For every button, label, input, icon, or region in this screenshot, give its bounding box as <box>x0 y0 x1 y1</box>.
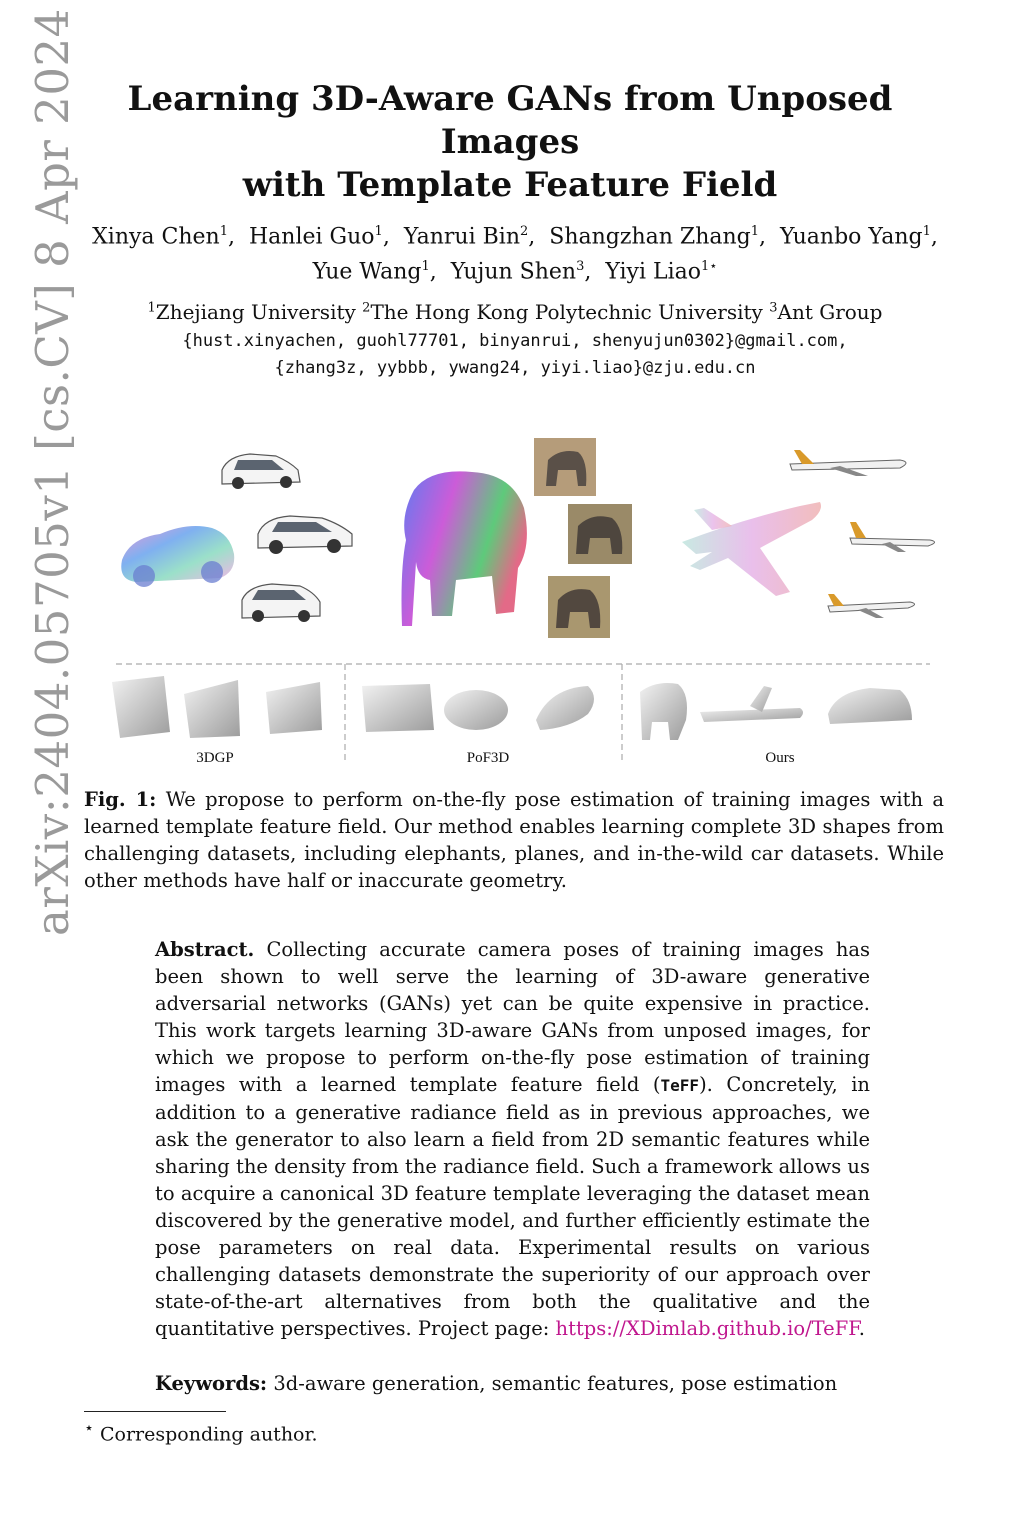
ours-geometry <box>640 683 912 740</box>
figure-label-3dgp: 3DGP <box>196 750 234 766</box>
figure-caption <box>84 786 944 894</box>
car-photo <box>258 516 352 554</box>
abstract-label: Abstract. <box>155 938 255 961</box>
author-affiliation-mark: 1 <box>922 224 931 239</box>
email-line-1: {hust.xinyachen, guohl77701, binyanrui, shenyujun0302}@gmail.com, <box>182 331 848 351</box>
affiliation-mark: 1 <box>147 300 156 316</box>
author-affiliation-mark: 1 <box>374 224 383 239</box>
footnote-rule <box>84 1411 226 1412</box>
author-affiliation-mark: 1 <box>421 259 430 275</box>
plane-photo <box>850 522 935 552</box>
project-page-link[interactable]: https://XDimlab.github.io/TeFF <box>555 1317 859 1340</box>
abstract-acronym: TeFF <box>660 1076 700 1095</box>
authors-line-2: Yue Wang$^1$, Yujun Shen$^3$, Yiyi Liao$^{1⋆}$ <box>312 259 718 285</box>
abstract-end: . <box>858 1317 865 1340</box>
author-list <box>80 217 950 288</box>
figure-caption-label: Fig. 1: <box>84 788 157 811</box>
abstract <box>155 936 870 1342</box>
arxiv-identifier: arXiv:2404.05705v1 [cs.CV] 8 Apr 2024 <box>26 8 79 936</box>
paper-title <box>80 78 940 207</box>
title-line-1: Learning 3D-Aware GANs from Unposed Images <box>127 79 893 162</box>
affiliation-mark: 2 <box>362 300 371 316</box>
footnote-text: Corresponding author. <box>99 1423 318 1446</box>
figure-label-ours: Ours <box>765 750 795 766</box>
affiliation: The Hong Kong Polytechnic University <box>370 300 763 324</box>
author-affiliation-mark: 1 <box>750 224 760 239</box>
figure-caption-text: We propose to perform on-the-fly pose estimation of training images with a learned template feature field. Our method enables learning complete 3D shapes from challenging datasets, including elephants, planes, and in-the-wild car datasets. While other methods have half or inaccurate geometry. <box>84 788 945 892</box>
abstract-text: Collecting accurate camera poses of training images has been shown to well serve the learning of 3D-aware generative adversarial networks (GANs) yet can be quite expensive in practice. This work targets learning 3D-aware GANs from unposed images, for which we propose to perform on-the-fly pose estimation of training images with a learned template feature field ( <box>155 938 871 1096</box>
keywords-label: Keywords: <box>155 1372 268 1395</box>
author: Yujun Shen <box>450 259 577 285</box>
affiliation: Ant Group <box>777 300 883 324</box>
figure-label-pof3d: PoF3D <box>466 750 510 766</box>
car-template-render <box>121 526 234 587</box>
author-affiliation-mark: 1 <box>219 224 229 239</box>
abstract-text-continued: ). Concretely, in addition to a generative radiance field as in previous approaches, we ask the generator to also learn a field from 2D semantic features while sharing the density from the radiance field. Such a framework allows us to acquire a canonical 3D feature template leveraging the dataset mean discovered by the generative model, and further efficiently estimate the pose parameters on real data. Experimental results on various challenging datasets demonstrate the superiority of our approach over state-of-the-art alternatives from both the qualitative and the quantitative perspectives. Project page: <box>155 1073 870 1340</box>
car-photo <box>242 584 320 622</box>
affiliation-mark: 3 <box>769 300 778 316</box>
author: Xinya Chen <box>92 224 220 250</box>
author-affiliation-mark: 1⋆ <box>701 259 718 275</box>
car-photo <box>222 454 300 489</box>
affiliation: Zhejiang University <box>155 300 356 324</box>
plane-photo <box>828 594 915 618</box>
email-line-2: {zhang3z, yybbb, ywang24, yiyi.liao}@zju.edu.cn <box>274 358 756 378</box>
author-affiliation-mark: 2 <box>520 224 529 239</box>
author: Shangzhan Zhang <box>549 224 751 250</box>
keywords-text: 3d-aware generation, semantic features, pose estimation <box>273 1372 838 1395</box>
footnote <box>84 1418 318 1445</box>
author: Yanrui Bin <box>403 224 520 250</box>
plane-template-render <box>682 502 821 596</box>
author: Yiyi Liao <box>605 259 701 285</box>
affiliations <box>80 300 950 324</box>
footnote-mark: ⋆ <box>84 1418 94 1437</box>
author-affiliation-mark: 3 <box>576 259 585 275</box>
authors-line-1: Xinya Chen$^1$, Hanlei Guo$^1$, Yanrui Bin$^2$, Shangzhan Zhang$^1$, Yuanbo Yang$^1$, <box>92 224 938 250</box>
title-line-2: with Template Feature Field <box>242 165 778 205</box>
elephant-template-render <box>402 471 527 626</box>
3dgp-geometry <box>112 676 322 738</box>
keywords <box>155 1372 895 1395</box>
plane-photo <box>790 450 906 476</box>
author: Yue Wang <box>312 259 422 285</box>
author: Hanlei Guo <box>249 224 375 250</box>
pof3d-geometry <box>362 684 594 732</box>
author: Yuanbo Yang <box>780 224 923 250</box>
teaser-figure <box>100 430 950 775</box>
